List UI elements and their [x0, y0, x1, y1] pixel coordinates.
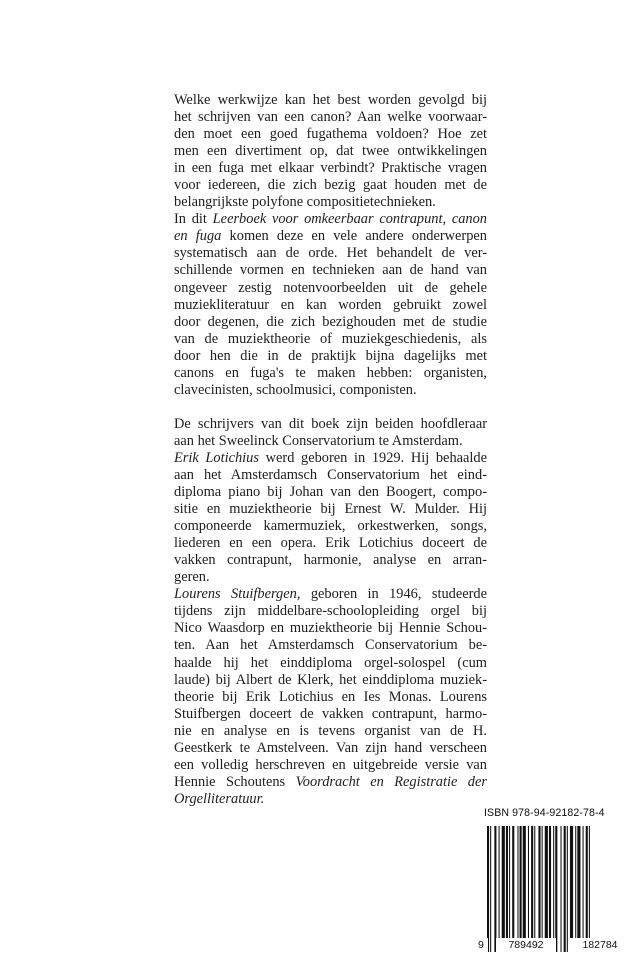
- blurb-line: Geestkerk te Amstelveen. Van zijn hand verscheen: [174, 739, 487, 756]
- text-run: Hennie Schoutens: [174, 773, 286, 790]
- blurb-line: den moet een goed fugathema voldoen? Hoe zet: [174, 126, 487, 143]
- barcode-bar: [487, 826, 489, 952]
- author-name: Lourens Stuifbergen,: [174, 586, 301, 603]
- barcode-bar: [512, 826, 514, 952]
- barcode-bar: [586, 826, 588, 952]
- blurb-line: [174, 211, 487, 228]
- blurb-line: [174, 774, 487, 791]
- blurb-line: De schrijvers van dit boek zijn beiden hoofdleraar: [174, 415, 487, 432]
- barcode-bar: [490, 826, 491, 952]
- barcode-bar: [528, 826, 529, 952]
- barcode-bar: [520, 826, 522, 952]
- blurb-line: [174, 586, 487, 603]
- blurb-line: in een fuga met elkaar verbindt? Praktische vragen: [174, 160, 487, 177]
- blurb-line: Welke werkwijze kan het best worden gevolgd bij: [174, 92, 487, 108]
- blurb-line: theorie bij Erik Lotichius en Ies Monas. Lourens: [174, 688, 487, 705]
- text-run: geboren in 1946, studeerde: [310, 586, 487, 603]
- blurb-line: [174, 791, 487, 808]
- barcode-bar: [561, 826, 562, 952]
- barcode-bar: [506, 826, 508, 952]
- barcode-bar: [523, 826, 526, 952]
- barcode-bar: [589, 826, 590, 952]
- barcode-bar: [499, 826, 500, 952]
- blurb-line: door degenen, die zich bezighouden met de studie: [174, 313, 487, 330]
- barcode-bar: [577, 826, 580, 952]
- blurb-text: [174, 92, 487, 808]
- author-name: Erik Lotichius: [174, 449, 259, 466]
- barcode-bar: [531, 826, 533, 952]
- blurb-line: canons en fuga's te maken hebben: organisten,: [174, 364, 487, 381]
- barcode-bar: [494, 826, 496, 952]
- blurb-line: vakken contrapunt, harmonie, analyse en arran-: [174, 552, 487, 569]
- blurb-line: het schrijven van een canon? Aan welke voorwaar-: [174, 109, 487, 126]
- barcode-digit-lead: 9: [478, 938, 488, 952]
- barcode-bar: [567, 826, 568, 952]
- blurb-line: systematisch aan de orde. Het behandelt de ver-: [174, 245, 487, 262]
- book-title: en fuga: [174, 228, 222, 245]
- blurb-line: Nico Waasdorp en muziektheorie bij Hennie Schou-: [174, 620, 487, 637]
- blurb-line: ongeveer zestig notenvoorbeelden uit de gehele: [174, 279, 487, 296]
- barcode-bar: [549, 826, 551, 952]
- blurb-line: voor iedereen, die zich bezig gaat houden met de: [174, 177, 487, 194]
- blurb-line: haalde hij het einddiploma orgel-solospel (cum: [174, 654, 487, 671]
- barcode-bar: [517, 826, 518, 952]
- book-title: Orgelliteratuur.: [174, 790, 265, 807]
- blurb-line: muziekliteratuur en kan worden gebruikt zowel: [174, 296, 487, 313]
- blurb-line: aan het Amsterdamsch Conservatorium het eind-: [174, 466, 487, 483]
- blurb-line: nie en analyse en is tevens organist van de H.: [174, 722, 487, 739]
- book-title: Voordracht en Registratie der: [295, 773, 487, 790]
- blurb-line: sitie en muziektheorie bij Ernest W. Mulder. Hij: [174, 501, 487, 518]
- barcode-bar: [553, 826, 554, 952]
- barcode-bar: [564, 826, 566, 952]
- blurb-line: een volledig herschreven en uitgebreide versie van: [174, 756, 487, 773]
- blurb-line: van de muziektheorie of muziekgeschiedenis, als: [174, 330, 487, 347]
- barcode-bar: [575, 826, 576, 952]
- text-run: In dit: [174, 211, 207, 228]
- blurb-line: liederen en een opera. Erik Lotichius doceert de: [174, 535, 487, 552]
- isbn-label: ISBN 978-94-92182-78-4: [484, 807, 605, 819]
- barcode-bar: [538, 826, 540, 952]
- barcode-bar: [509, 826, 510, 952]
- barcode-bar: [583, 826, 584, 952]
- blurb-line: ten. Aan het Amsterdamsch Conservatorium be-: [174, 637, 487, 654]
- blurb-line: schillende vormen en technieken aan de hand van: [174, 262, 487, 279]
- barcode-bar: [570, 826, 573, 952]
- blurb-line: [174, 228, 487, 245]
- barcode-bar: [545, 826, 548, 952]
- blurb-line: [174, 450, 487, 467]
- text-run: komen deze en vele andere onderwerpen: [229, 228, 487, 245]
- barcode-bar: [502, 826, 505, 952]
- blurb-line: diploma piano bij Johan van den Boogert, compo-: [174, 484, 487, 501]
- blurb-line: clavecinisten, schoolmusici, componisten.: [174, 381, 417, 398]
- barcode-bar: [542, 826, 543, 952]
- barcode-digits-right: 182784: [569, 938, 631, 952]
- blurb-line: tijdens zijn middelbare-schoolopleiding orgel bij: [174, 603, 487, 620]
- text-run: werd geboren in 1929. Hij behaalde: [265, 449, 487, 466]
- blurb-line: door hen die in de praktijk bijna dagelijks met: [174, 347, 487, 364]
- blurb-line: Stuifbergen doceert de vakken contrapunt, harmo-: [174, 705, 487, 722]
- book-title: Leerboek voor omkeerbaar contrapunt, canon: [212, 211, 487, 228]
- blurb-line: geren.: [174, 569, 210, 586]
- blurb-line: componeerde kamermuziek, orkestwerken, songs,: [174, 518, 487, 535]
- barcode-bar: [534, 826, 535, 952]
- blurb-line: laude) bij Albert de Klerk, het einddiploma muziek-: [174, 671, 487, 688]
- barcode-bar: [555, 826, 557, 952]
- blurb-line: belangrijkste polyfone compositietechnieken.: [174, 194, 436, 211]
- barcode: [481, 826, 642, 952]
- blurb-line: men een divertiment op, dat twee ontwikkelingen: [174, 143, 487, 160]
- barcode-digits-left: 789492: [496, 938, 556, 952]
- blurb-line: aan het Sweelinck Conservatorium te Amsterdam.: [174, 432, 463, 449]
